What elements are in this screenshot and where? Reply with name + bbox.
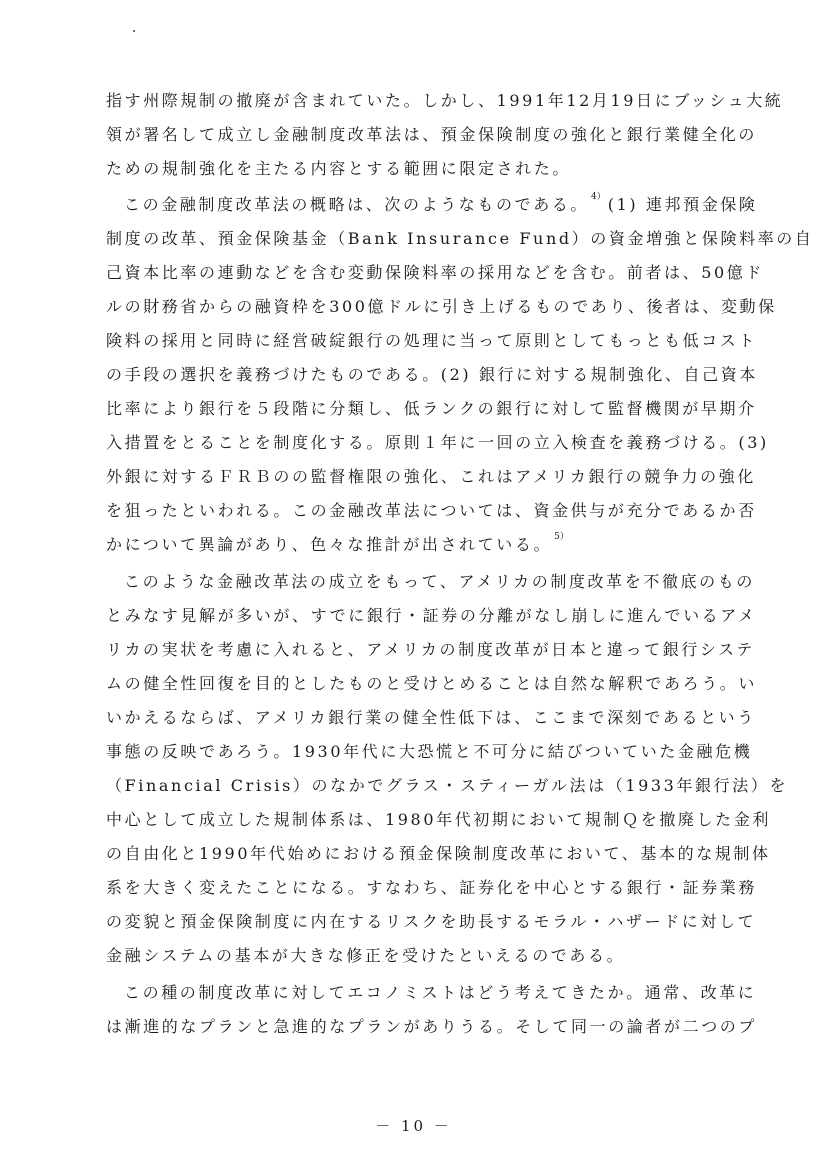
text-line: いかえるならば、アメリカ銀行業の健全性低下は、ここまで深刻であるという bbox=[106, 708, 756, 727]
footnote-ref-5: 5） bbox=[554, 532, 569, 542]
text-line: とみなす見解が多いが、すでに銀行・証券の分離がなし崩しに進んでいるアメ bbox=[106, 606, 757, 625]
scan-speck bbox=[133, 30, 135, 32]
text-segment: この金融制度改革法の概略は、次のようなものである。 bbox=[124, 195, 590, 214]
text-segment: (1) 連邦預金保険 bbox=[607, 195, 758, 214]
text-line: ための規制強化を主たる内容とする範囲に限定された。 bbox=[106, 159, 572, 178]
text-line: 金融システムの基本が大きな修正を受けたといえるのである。 bbox=[106, 946, 626, 965]
text-line: 入措置をとることを制度化する。原則１年に一回の立入検査を義務づける。(3) bbox=[106, 433, 769, 452]
text-line: の変貌と預金保険制度に内在するリスクを助長するモラル・ハザードに対して bbox=[106, 912, 757, 931]
text-line: 比率により銀行を５段階に分類し、低ランクの銀行に対して監督機関が早期介 bbox=[106, 399, 757, 418]
page-number: － 10 － bbox=[375, 1117, 452, 1135]
text-segment: かについて異論があり、色々な推計が出されている。 bbox=[106, 535, 553, 554]
text-line: の自由化と1990年代始めにおける預金保険制度改革において、基本的な規制体 bbox=[106, 844, 771, 863]
paragraph-line bbox=[106, 188, 758, 222]
text-line: 己資本比率の連動などを含む変動保険料率の採用などを含む。前者は、50億ド bbox=[106, 263, 764, 282]
text-line: ムの健全性回復を目的としたものと受けとめることは自然な解釈であろう。い bbox=[106, 674, 758, 693]
paragraph-line: このような金融改革法の成立をもって、アメリカの制度改革を不徹底のもの bbox=[124, 572, 755, 591]
text-line: 外銀に対するＦＲＢのの監督権限の強化、これはアメリカ銀行の競争力の強化 bbox=[106, 467, 756, 486]
body-text bbox=[106, 84, 814, 1044]
text-line: 事態の反映であろう。1930年代に大恐慌と不可分に結びついていた金融危機 bbox=[106, 742, 753, 761]
text-line: は漸進的なプランと急進的なプランがありうる。そして同一の論者が二つのプ bbox=[106, 1017, 758, 1036]
text-line: 系を大きく変えたことになる。すなわち、証券化を中心とする銀行・証券業務 bbox=[106, 878, 758, 897]
text-line: （Financial Crisis）のなかでグラス・スティーガル法は（1933年銀行法）を bbox=[106, 776, 789, 795]
text-line: ルの財務省からの融資枠を300億ドルに引き上げるものであり、後者は、変動保 bbox=[106, 297, 777, 316]
text-line: の手段の選択を義務づけたものである。(2) 銀行に対する規制強化、自己資本 bbox=[106, 365, 758, 384]
paragraph-line: この種の制度改革に対してエコノミストはどう考えてきたか。通常、改革に bbox=[124, 983, 757, 1002]
paragraph-end-line bbox=[106, 528, 742, 562]
footnote-ref-4: 4） bbox=[591, 192, 606, 202]
text-line: を狙ったといわれる。この金融改革法については、資金供与が充分であるか否 bbox=[106, 501, 757, 520]
text-line: 中心として成立した規制体系は、1980年代初期において規制Ｑを撤廃した金利 bbox=[106, 810, 771, 829]
text-line: 制度の改革、預金保険基金（Bank Insurance Fund）の資金増強と保険料率の自 bbox=[106, 229, 814, 248]
text-line: リカの実状を考慮に入れると、アメリカの制度改革が日本と違って銀行システ bbox=[106, 640, 755, 659]
text-line: 険料の採用と同時に経営破綻銀行の処理に当って原則としてもっとも低コスト bbox=[106, 331, 758, 350]
text-line: 指す州際規制の撤廃が含まれていた。しかし、1991年12月19日にブッシュ大統 bbox=[106, 91, 784, 110]
text-line: 領が署名して成立し金融制度改革法は、預金保険制度の強化と銀行業健全化の bbox=[106, 125, 758, 144]
